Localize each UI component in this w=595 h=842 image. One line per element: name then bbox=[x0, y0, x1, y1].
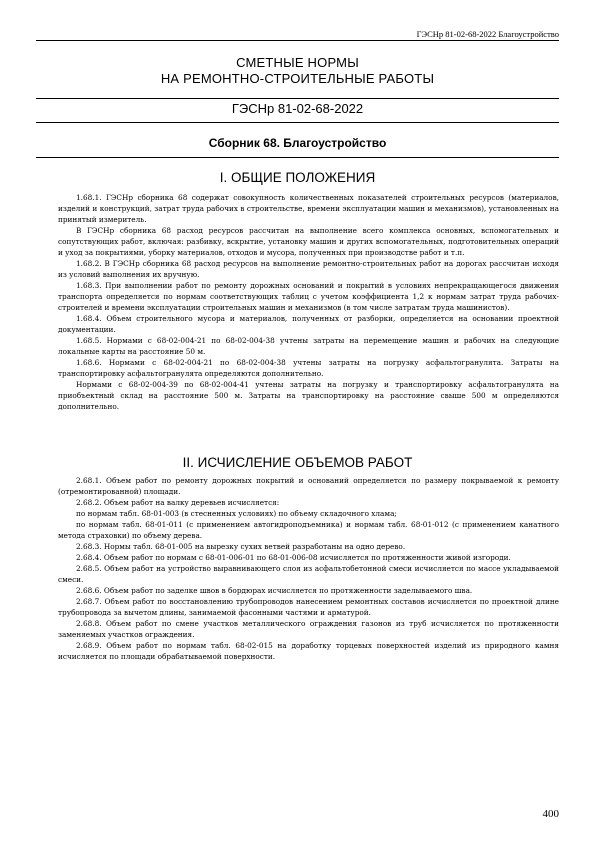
collection-rule bbox=[36, 157, 559, 158]
paragraph: 1.68.2. В ГЭСНр сборника 68 расход ресурсов на выполнение ремонтно-строительных работ на дорогах рассчитан исходя из условий выполнения их вручную. bbox=[58, 259, 559, 279]
paragraph: 2.68.3. Нормы табл. 68-01-005 на вырезку сухих ветвей разработаны на одно дерево. bbox=[76, 542, 406, 551]
section-1-body bbox=[58, 192, 559, 412]
section-1-title: I. ОБЩИЕ ПОЛОЖЕНИЯ bbox=[219, 170, 376, 185]
paragraph: 2.68.4. Объем работ по нормам с 68-01-006-01 по 68-01-006-08 исчисляется по протяженности живой изгороди. bbox=[76, 553, 511, 562]
paragraph: 2.68.8. Объем работ по смене участков металлического ограждения газонов из труб исчисляется по протяженности заменяемых участков ограждения. bbox=[58, 619, 559, 639]
paragraph: 2.68.9. Объем работ по нормам табл. 68-02-015 на доработку торцевых поверхностей изделий из природного камня исчисляется по площади обрабатываемой поверхности. bbox=[58, 641, 559, 661]
paragraph: Нормами с 68-02-004-39 по 68-02-004-41 учтены затраты на погрузку и транспортировку асфальтогранулята на приобъектный склад на расстояние 500 м. Затраты на транспортировку на расстояние свыше 500 м определяются дополнительно. bbox=[58, 380, 559, 411]
paragraph: 1.68.6. Нормами с 68-02-004-21 по 68-02-004-38 учтены затраты на погрузку асфальтогранулята. Затраты на транспортировку асфальтогранулята определяются дополнительно. bbox=[58, 358, 559, 378]
norm-code: ГЭСНр 81-02-68-2022 bbox=[231, 101, 364, 116]
paragraph: 2.68.6. Объем работ по заделке швов в бордюрах исчисляется по протяженности заделываемого шва. bbox=[76, 586, 473, 595]
paragraph: 2.68.7. Объем работ по восстановлению трубопроводов нанесением ремонтных составов исчисляется по проектной длине трубопровода за вычетом длины, занимаемой фасонными частями и арматурой. bbox=[58, 597, 559, 617]
paragraph: по нормам табл. 68-01-011 (с применением автогидроподъемника) и нормам табл. 68-01-012 (с применением канатного метода страховки) по объему дерева. bbox=[58, 520, 559, 540]
paragraph: 2.68.1. Объем работ по ремонту дорожных покрытий и оснований определяется по размеру покрываемой к ремонту (отремонтированной) площади. bbox=[58, 476, 559, 496]
collection-title: Сборник 68. Благоустройство bbox=[208, 136, 387, 150]
running-header: ГЭСНр 81-02-68-2022 Благоустройство bbox=[416, 29, 559, 39]
document-title bbox=[36, 55, 559, 87]
section-2-body bbox=[58, 475, 559, 662]
page-number: 400 bbox=[542, 808, 559, 820]
paragraph: 1.68.5. Нормами с 68-02-004-21 по 68-02-004-38 учтены затраты на перемещение машин и рабочих на следующие локальные карты на расстояние 50 м. bbox=[58, 336, 559, 356]
document-title-line-2: НА РЕМОНТНО-СТРОИТЕЛЬНЫЕ РАБОТЫ bbox=[160, 71, 435, 86]
paragraph: 1.68.1. ГЭСНр сборника 68 содержат совокупность количественных показателей строительных ресурсов (материалов, изделий и конструкций, затрат труда рабочих в строительстве, времени эксплуатации машин и механизмов), установленных на принятый измеритель. bbox=[58, 193, 559, 224]
paragraph: по нормам табл. 68-01-003 (в стесненных условиях) по объему складочного хлама; bbox=[76, 509, 397, 518]
code-rule bbox=[36, 122, 559, 123]
paragraph: 1.68.3. При выполнении работ по ремонту дорожных оснований и покрытий в условиях непрекращающегося движения транспорта определяется по нормам соответствующих таблиц с учетом коэффициента 1,2 к нормам затрат труда рабочих-строителей и времени эксплуатации строительных машин и механизмов (в том числе затратам труда машинистов). bbox=[58, 281, 559, 312]
paragraph: 1.68.4. Объем строительного мусора и материалов, полученных от разборки, определяется на основании проектной документации. bbox=[58, 314, 559, 334]
title-rule bbox=[36, 98, 559, 99]
paragraph: В ГЭСНр сборника 68 расход ресурсов рассчитан на выполнение всего комплекса основных, вспомогательных и сопутствующих работ, включая: разбивку, вскрытие, установку машин и других вспомогательных, подготовительных операций и уход за покрытиями, уборку материалов, отходов и мусора, полученных при производстве работ и т.п. bbox=[58, 226, 559, 257]
document-title-line-1: СМЕТНЫЕ НОРМЫ bbox=[236, 55, 359, 70]
header-rule bbox=[36, 40, 559, 41]
paragraph: 2.68.5. Объем работ на устройство выравнивающего слоя из асфальтобетонной смеси исчисляется по массе укладываемой смеси. bbox=[58, 564, 559, 584]
section-2-title: II. ИСЧИСЛЕНИЕ ОБЪЕМОВ РАБОТ bbox=[182, 455, 413, 470]
paragraph: 2.68.2. Объем работ на валку деревьев исчисляется: bbox=[76, 498, 280, 507]
